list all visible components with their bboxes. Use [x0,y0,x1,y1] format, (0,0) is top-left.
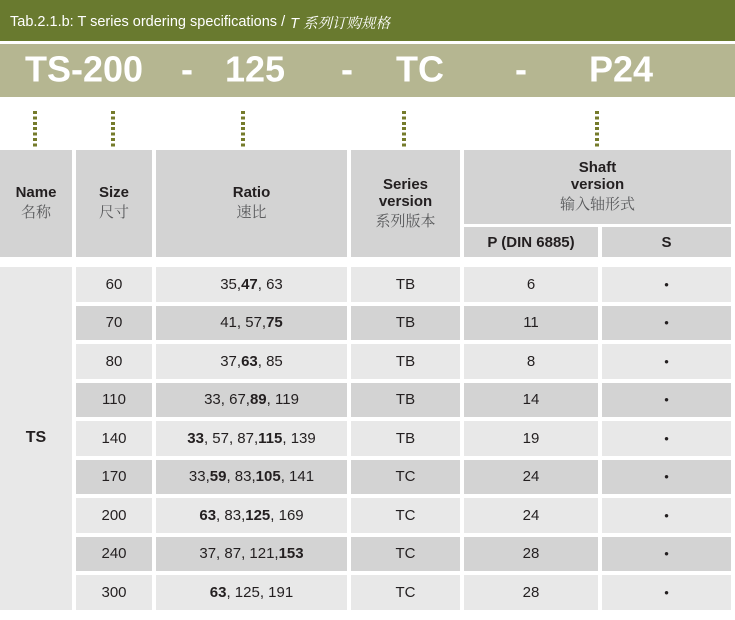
cell-shaft-p: 6 [464,267,598,302]
cell-series-version: TC [351,460,460,495]
cell-size: 70 [76,306,152,341]
dot-marker: • [664,392,669,408]
cell-series-version: TC [351,537,460,572]
header-series-version-en: Series version [378,175,433,210]
caption-text-cn: T 系列订购规格 [290,15,391,32]
cell-series-version: TB [351,267,460,302]
header-name-cn: 名称 [20,204,51,222]
header-size-en: Size [98,184,129,202]
cell-ratio: 35, 47 , 63 [156,267,347,302]
cell-ratio: 33 , 57, 87, 115 , 139 [156,421,347,456]
cell-series-version: TB [351,306,460,341]
order-code-separator: - [341,47,353,89]
header-shaft-version-cn: 输入轴形式 [559,196,635,214]
cell-ratio: 37, 63 , 85 [156,344,347,379]
cell-shaft-p: 28 [464,575,598,610]
order-code-segment: 125 [224,47,286,89]
cell-size: 60 [76,267,152,302]
dotted-line-size [111,111,115,147]
caption-text-en: Tab.2.1.b: T series ordering specifications / [10,14,286,30]
dot-marker: • [664,430,669,446]
cell-size: 140 [76,421,152,456]
dot-marker: • [664,507,669,523]
dot-marker: • [664,276,669,292]
dotted-line-series [402,111,406,147]
cell-shaft-p: 24 [464,460,598,495]
table-header [0,150,735,257]
order-code-segment: P24 [588,47,654,89]
cell-ratio: 33, 59 , 83, 105 , 141 [156,460,347,495]
dot-marker: • [664,546,669,562]
cell-shaft-s [602,306,731,341]
cell-ratio: 33, 67, 89 , 119 [156,383,347,418]
cell-shaft-s [602,460,731,495]
cell-ratio: 41, 57, 75 [156,306,347,341]
cell-shaft-p: 24 [464,498,598,533]
body-name-cell: TS [0,267,72,610]
cell-shaft-p: 19 [464,421,598,456]
dotted-line-name [33,111,37,147]
cell-ratio: 63 , 83, 125 , 169 [156,498,347,533]
dot-marker: • [664,584,669,600]
cell-shaft-p: 28 [464,537,598,572]
cell-shaft-s [602,267,731,302]
header-series-version-cell [351,150,460,257]
header-series-version-cn: 系列版本 [375,212,436,230]
cell-size: 240 [76,537,152,572]
header-ratio-cn: 速比 [236,204,267,222]
order-code-band [0,44,735,97]
cell-size: 170 [76,460,152,495]
cell-series-version: TB [351,421,460,456]
header-ratio-en: Ratio [232,184,271,202]
cell-shaft-s [602,383,731,418]
cell-series-version: TC [351,575,460,610]
header-shaft-p-cell: P (DIN 6885) [464,227,598,257]
header-name-cell [0,150,72,257]
cell-ratio: 37, 87, 121, 153 [156,537,347,572]
cell-shaft-p: 14 [464,383,598,418]
order-code-segment: TC [396,47,444,89]
table-caption-bar [0,0,735,41]
cell-size: 110 [76,383,152,418]
cell-ratio: 63 , 125, 191 [156,575,347,610]
dotted-line-shaft [595,111,599,147]
cell-shaft-p: 11 [464,306,598,341]
dotted-line-ratio [241,111,245,147]
dot-marker: • [664,315,669,331]
cell-shaft-s [602,575,731,610]
header-shaft-version-cell [464,150,731,224]
dot-marker: • [664,469,669,485]
header-shaft-s-cell: S [602,227,731,257]
cell-size: 300 [76,575,152,610]
order-code-separator: - [515,47,527,89]
cell-series-version: TC [351,498,460,533]
cell-shaft-p: 8 [464,344,598,379]
header-name-en: Name [15,184,57,202]
header-ratio-cell [156,150,347,257]
order-code-segment: TS-200 [24,47,144,89]
header-size-cell [76,150,152,257]
cell-size: 200 [76,498,152,533]
cell-shaft-s [602,344,731,379]
cell-shaft-s [602,421,731,456]
header-size-cn: 尺寸 [98,204,129,222]
header-shaft-version-en: Shaft version [570,159,625,194]
dot-marker: • [664,353,669,369]
cell-series-version: TB [351,344,460,379]
connector-lines-row [0,97,735,150]
order-code-separator: - [181,47,193,89]
table-body [0,267,735,610]
cell-series-version: TB [351,383,460,418]
cell-size: 80 [76,344,152,379]
cell-shaft-s [602,498,731,533]
cell-shaft-s [602,537,731,572]
